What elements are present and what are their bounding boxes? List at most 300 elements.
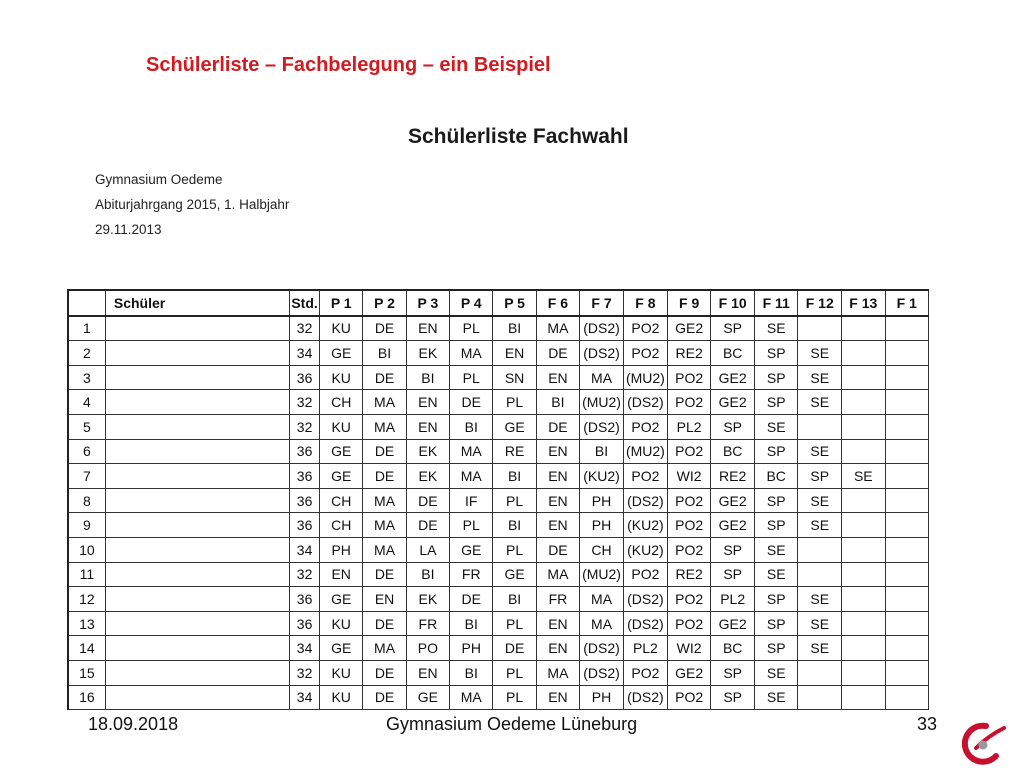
table-cell: PL	[493, 611, 536, 636]
header-cell: P 1	[320, 290, 363, 316]
table-cell: SN	[493, 365, 536, 390]
table-cell	[842, 365, 886, 390]
header-cell: F 8	[623, 290, 667, 316]
row-number-cell: 16	[68, 685, 105, 710]
table-cell	[885, 587, 928, 612]
table-cell: DE	[363, 439, 406, 464]
table-cell: GE	[320, 587, 363, 612]
table-cell: 32	[290, 414, 320, 439]
table-cell: SE	[798, 341, 842, 366]
table-cell: EN	[536, 439, 579, 464]
table-cell: SE	[798, 636, 842, 661]
table-cell: EN	[320, 562, 363, 587]
table-cell	[798, 562, 842, 587]
header-cell: F 11	[754, 290, 798, 316]
table-cell: MA	[363, 488, 406, 513]
table-cell: DE	[450, 587, 493, 612]
table-cell: EN	[406, 316, 449, 341]
table-cell: (MU2)	[580, 562, 624, 587]
table-cell: EN	[536, 611, 579, 636]
table-row	[68, 341, 929, 366]
table-cell: SE	[754, 685, 798, 710]
header-cell: Std.	[290, 290, 320, 316]
student-name-cell	[105, 390, 289, 415]
table-cell	[885, 464, 928, 489]
table-cell: GE2	[711, 365, 755, 390]
table-cell: RE2	[667, 341, 711, 366]
table-cell: SP	[711, 562, 755, 587]
table-cell: FR	[536, 587, 579, 612]
student-name-cell	[105, 685, 289, 710]
table-cell: EN	[536, 488, 579, 513]
row-number-cell: 2	[68, 341, 105, 366]
header-cell: P 4	[450, 290, 493, 316]
table-cell: CH	[580, 537, 624, 562]
header-cell: P 2	[363, 290, 406, 316]
table-cell: PL2	[711, 587, 755, 612]
table-cell: EK	[406, 439, 449, 464]
table-cell: MA	[363, 636, 406, 661]
header-cell: F 7	[580, 290, 624, 316]
table-row	[68, 611, 929, 636]
table-cell: 32	[290, 316, 320, 341]
table-cell: PH	[580, 488, 624, 513]
table-cell	[842, 537, 886, 562]
table-cell: (DS2)	[580, 316, 624, 341]
table-cell: (DS2)	[623, 611, 667, 636]
table-cell: PO2	[623, 660, 667, 685]
table-cell: RE	[493, 439, 536, 464]
table-cell: PL	[493, 685, 536, 710]
table-cell: 36	[290, 365, 320, 390]
student-name-cell	[105, 488, 289, 513]
table-cell	[885, 390, 928, 415]
table-cell: PL	[450, 513, 493, 538]
table-cell: MA	[363, 537, 406, 562]
table-cell: (KU2)	[623, 537, 667, 562]
table-cell: 36	[290, 611, 320, 636]
student-name-cell	[105, 464, 289, 489]
student-name-cell	[105, 587, 289, 612]
table-cell: GE2	[667, 660, 711, 685]
table-cell: PO2	[667, 537, 711, 562]
student-name-cell	[105, 611, 289, 636]
table-cell: SE	[754, 316, 798, 341]
table-cell	[885, 365, 928, 390]
header-cell: F 1	[885, 290, 928, 316]
table-cell: PO2	[667, 587, 711, 612]
table-cell	[885, 414, 928, 439]
table-cell	[885, 316, 928, 341]
header-cell: F 12	[798, 290, 842, 316]
table-cell: DE	[363, 685, 406, 710]
table-cell: EN	[406, 660, 449, 685]
table-cell: DE	[363, 611, 406, 636]
table-cell: PL	[493, 488, 536, 513]
table-cell: PO2	[667, 685, 711, 710]
table-row	[68, 488, 929, 513]
table-cell: SE	[798, 390, 842, 415]
student-name-cell	[105, 414, 289, 439]
table-cell: SE	[798, 365, 842, 390]
table-cell: EN	[536, 365, 579, 390]
table-cell: 36	[290, 513, 320, 538]
header-cell: F 10	[711, 290, 755, 316]
table-cell: PO2	[667, 513, 711, 538]
table-cell: WI2	[667, 464, 711, 489]
table-cell	[842, 341, 886, 366]
table-cell: 32	[290, 562, 320, 587]
table-cell: GE	[320, 464, 363, 489]
table-cell: SP	[711, 660, 755, 685]
row-number-cell: 12	[68, 587, 105, 612]
student-table-wrapper	[67, 289, 929, 710]
table-cell	[842, 611, 886, 636]
table-row	[68, 636, 929, 661]
table-cell: PO2	[667, 611, 711, 636]
table-cell: BI	[536, 390, 579, 415]
header-cell: F 13	[842, 290, 886, 316]
header-cell: Schüler	[105, 290, 289, 316]
table-cell: MA	[580, 365, 624, 390]
table-cell: GE	[406, 685, 449, 710]
table-cell: 34	[290, 685, 320, 710]
table-cell: MA	[363, 390, 406, 415]
student-name-cell	[105, 513, 289, 538]
table-cell: SP	[711, 537, 755, 562]
table-cell	[842, 587, 886, 612]
table-cell: (KU2)	[623, 513, 667, 538]
table-cell: (KU2)	[580, 464, 624, 489]
row-number-cell: 1	[68, 316, 105, 341]
table-cell: (MU2)	[580, 390, 624, 415]
table-cell	[798, 414, 842, 439]
table-row	[68, 562, 929, 587]
table-cell: SE	[754, 562, 798, 587]
table-cell: MA	[536, 660, 579, 685]
table-cell: 34	[290, 537, 320, 562]
table-cell: PH	[580, 685, 624, 710]
table-cell: PL	[450, 365, 493, 390]
table-cell: SE	[798, 488, 842, 513]
table-cell: MA	[536, 316, 579, 341]
table-cell: BI	[493, 587, 536, 612]
student-name-cell	[105, 636, 289, 661]
table-cell: PO	[406, 636, 449, 661]
table-cell: SE	[754, 537, 798, 562]
table-cell	[842, 390, 886, 415]
table-cell: EN	[536, 685, 579, 710]
table-cell: SP	[711, 414, 755, 439]
table-cell: SE	[798, 513, 842, 538]
table-cell: PO2	[623, 341, 667, 366]
table-row	[68, 537, 929, 562]
table-cell: BC	[754, 464, 798, 489]
table-cell: BI	[406, 365, 449, 390]
student-name-cell	[105, 341, 289, 366]
table-cell: EN	[406, 390, 449, 415]
table-cell: BI	[493, 464, 536, 489]
table-row	[68, 513, 929, 538]
row-number-cell: 8	[68, 488, 105, 513]
table-cell: MA	[450, 341, 493, 366]
table-cell: DE	[363, 316, 406, 341]
table-cell: MA	[450, 685, 493, 710]
table-cell	[885, 611, 928, 636]
table-cell: (DS2)	[580, 414, 624, 439]
table-cell: DE	[493, 636, 536, 661]
table-cell: PL	[450, 316, 493, 341]
header-cell: F 9	[667, 290, 711, 316]
table-cell: PL2	[667, 414, 711, 439]
table-cell	[885, 562, 928, 587]
table-cell	[885, 636, 928, 661]
table-cell: EN	[406, 414, 449, 439]
table-cell: PO2	[667, 390, 711, 415]
table-cell: SE	[842, 464, 886, 489]
table-cell: PL2	[623, 636, 667, 661]
table-cell: 36	[290, 488, 320, 513]
table-body	[68, 316, 929, 710]
table-cell: 32	[290, 390, 320, 415]
table-cell: FR	[406, 611, 449, 636]
document-cohort: Abiturjahrgang 2015, 1. Halbjahr	[95, 197, 290, 212]
table-cell: BC	[711, 636, 755, 661]
table-cell: KU	[320, 316, 363, 341]
table-cell: BI	[580, 439, 624, 464]
row-number-cell: 7	[68, 464, 105, 489]
student-name-cell	[105, 316, 289, 341]
table-cell: CH	[320, 488, 363, 513]
table-cell: (DS2)	[623, 390, 667, 415]
table-cell: EK	[406, 587, 449, 612]
table-cell	[842, 414, 886, 439]
table-header-row	[68, 290, 929, 316]
row-number-cell: 11	[68, 562, 105, 587]
student-name-cell	[105, 439, 289, 464]
table-cell: RE2	[711, 464, 755, 489]
table-cell: MA	[363, 513, 406, 538]
table-cell: (DS2)	[580, 660, 624, 685]
table-cell: CH	[320, 513, 363, 538]
table-cell: DE	[363, 464, 406, 489]
table-cell: PO2	[667, 488, 711, 513]
table-cell: SP	[711, 316, 755, 341]
table-cell: MA	[363, 414, 406, 439]
header-cell: P 5	[493, 290, 536, 316]
document-school: Gymnasium Oedeme	[95, 172, 223, 187]
table-cell: GE	[493, 414, 536, 439]
table-cell: SP	[754, 636, 798, 661]
table-cell	[842, 562, 886, 587]
table-cell: SP	[754, 587, 798, 612]
table-cell	[885, 660, 928, 685]
table-cell: GE2	[711, 488, 755, 513]
table-cell: DE	[536, 537, 579, 562]
table-cell: SP	[798, 464, 842, 489]
table-cell	[885, 685, 928, 710]
table-cell: PH	[580, 513, 624, 538]
row-number-cell: 13	[68, 611, 105, 636]
school-logo-icon	[956, 718, 1008, 766]
table-cell: FR	[450, 562, 493, 587]
table-cell: (DS2)	[623, 587, 667, 612]
table-cell: GE2	[711, 611, 755, 636]
table-cell: DE	[536, 341, 579, 366]
table-cell	[842, 636, 886, 661]
student-name-cell	[105, 562, 289, 587]
table-cell: GE	[450, 537, 493, 562]
table-row	[68, 390, 929, 415]
row-number-cell: 4	[68, 390, 105, 415]
table-cell: 34	[290, 341, 320, 366]
table-cell	[842, 439, 886, 464]
table-cell: SP	[754, 513, 798, 538]
footer-page-number: 33	[917, 714, 938, 734]
table-cell	[842, 685, 886, 710]
table-row	[68, 414, 929, 439]
table-cell: MA	[450, 464, 493, 489]
table-cell: BI	[493, 316, 536, 341]
footer-school-name: Gymnasium Oedeme Lüneburg	[386, 714, 638, 734]
table-cell: DE	[363, 562, 406, 587]
row-number-cell: 15	[68, 660, 105, 685]
table-cell	[885, 537, 928, 562]
table-row	[68, 439, 929, 464]
table-cell: EN	[363, 587, 406, 612]
table-cell: (MU2)	[623, 439, 667, 464]
table-cell: MA	[580, 587, 624, 612]
table-cell	[885, 513, 928, 538]
table-cell: EN	[536, 513, 579, 538]
table-cell: BI	[450, 611, 493, 636]
table-cell: WI2	[667, 636, 711, 661]
table-cell: RE2	[667, 562, 711, 587]
table-cell: DE	[406, 488, 449, 513]
table-cell: DE	[536, 414, 579, 439]
table-cell: 32	[290, 660, 320, 685]
table-cell: SP	[754, 488, 798, 513]
table-cell: BI	[493, 513, 536, 538]
table-cell	[798, 685, 842, 710]
table-cell: MA	[450, 439, 493, 464]
table-row	[68, 464, 929, 489]
table-cell: PO2	[623, 316, 667, 341]
table-cell: EN	[536, 636, 579, 661]
table-cell: BC	[711, 439, 755, 464]
table-cell: MA	[536, 562, 579, 587]
table-row	[68, 685, 929, 710]
table-cell	[798, 316, 842, 341]
table-cell	[842, 488, 886, 513]
student-subject-table	[67, 289, 929, 710]
table-cell: GE2	[667, 316, 711, 341]
table-cell: SP	[754, 390, 798, 415]
table-cell: DE	[363, 660, 406, 685]
table-cell: 34	[290, 636, 320, 661]
table-cell: PL	[493, 537, 536, 562]
table-cell: DE	[450, 390, 493, 415]
header-cell	[68, 290, 105, 316]
table-cell: PO2	[667, 365, 711, 390]
table-row	[68, 365, 929, 390]
table-cell: 36	[290, 587, 320, 612]
table-cell: BI	[406, 562, 449, 587]
table-cell: GE2	[711, 390, 755, 415]
table-cell: SP	[754, 341, 798, 366]
table-cell: SE	[798, 587, 842, 612]
table-cell: SP	[754, 365, 798, 390]
table-cell	[885, 341, 928, 366]
table-cell: SP	[754, 439, 798, 464]
table-cell: DE	[363, 365, 406, 390]
table-cell: KU	[320, 414, 363, 439]
table-cell: SE	[754, 660, 798, 685]
table-cell: KU	[320, 611, 363, 636]
table-cell: BI	[450, 660, 493, 685]
row-number-cell: 14	[68, 636, 105, 661]
table-cell: SP	[711, 685, 755, 710]
table-cell	[842, 513, 886, 538]
table-row	[68, 660, 929, 685]
table-cell: (DS2)	[580, 636, 624, 661]
table-cell: (MU2)	[623, 365, 667, 390]
footer-date: 18.09.2018	[88, 714, 179, 734]
table-cell: BC	[711, 341, 755, 366]
table-cell: GE	[320, 341, 363, 366]
table-cell	[885, 488, 928, 513]
table-cell: DE	[406, 513, 449, 538]
table-cell: 36	[290, 439, 320, 464]
student-name-cell	[105, 537, 289, 562]
table-cell: (DS2)	[623, 488, 667, 513]
table-cell: EN	[536, 464, 579, 489]
table-cell: PO2	[623, 562, 667, 587]
table-cell: GE	[320, 439, 363, 464]
table-cell: LA	[406, 537, 449, 562]
table-cell: PL	[493, 390, 536, 415]
student-name-cell	[105, 660, 289, 685]
table-cell	[842, 316, 886, 341]
row-number-cell: 10	[68, 537, 105, 562]
table-cell: GE	[493, 562, 536, 587]
table-cell: IF	[450, 488, 493, 513]
row-number-cell: 6	[68, 439, 105, 464]
table-row	[68, 316, 929, 341]
header-cell: F 6	[536, 290, 579, 316]
table-cell: 36	[290, 464, 320, 489]
table-cell: CH	[320, 390, 363, 415]
table-cell: KU	[320, 365, 363, 390]
table-row	[68, 587, 929, 612]
header-cell: P 3	[406, 290, 449, 316]
table-cell: GE2	[711, 513, 755, 538]
row-number-cell: 5	[68, 414, 105, 439]
slide-title: Schülerliste – Fachbelegung – ein Beispiel	[146, 54, 551, 76]
table-cell	[885, 439, 928, 464]
table-cell: SE	[754, 414, 798, 439]
table-cell	[798, 660, 842, 685]
row-number-cell: 9	[68, 513, 105, 538]
document-date: 29.11.2013	[95, 222, 162, 237]
table-cell: PH	[450, 636, 493, 661]
row-number-cell: 3	[68, 365, 105, 390]
table-cell: BI	[363, 341, 406, 366]
logo-dot	[979, 741, 988, 750]
table-cell	[798, 537, 842, 562]
table-cell: PO2	[667, 439, 711, 464]
table-cell: PO2	[623, 464, 667, 489]
